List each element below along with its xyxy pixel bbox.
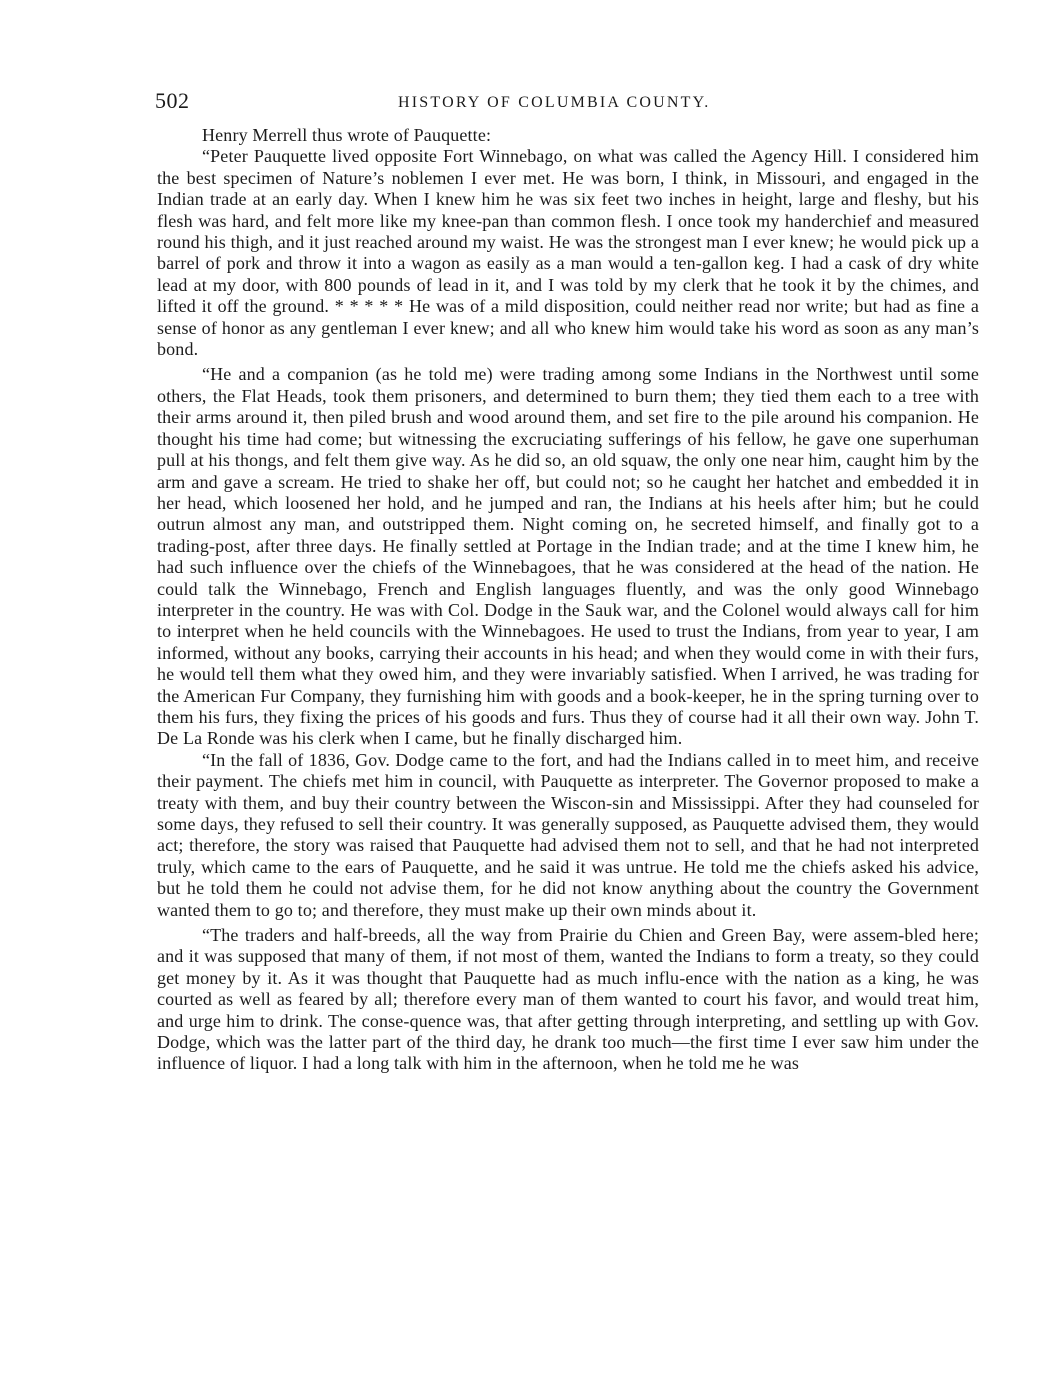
intro-paragraph: Henry Merrell thus wrote of Pauquette: (202, 125, 492, 145)
page-header (155, 88, 975, 122)
body-text (157, 125, 979, 1255)
quote-paragraph-2: “He and a companion (as he told me) were trading among some Indians in the Northwest until some others, the Flat Heads, took them prisoners, and determined to burn them; they tied them each to a tree with their arms around it, then piled brush and wood around them, and set fire to the pile around his companion. He thought his time had come; but witnessing the excruciating sufferings of his fellow, he gave one superhuman pull at his thongs, and felt them give way. As he did so, an old squaw, the only one near him, caught him by the arm and gave a scream. He tried to shake her off, but could not; so he caught her hatchet and embedded it in her head, which loosened her hold, and he jumped and ran, the Indians at his heels after him; but he could outrun almost any man, and outstripped them. Night coming on, he secreted himself, and finally got to a trading-post, after three days. He finally settled at Portage in the Indian trade; and at the time I knew him, he had such influence over the chiefs of the Winnebagoes, that he was considered at the head of the nation. He could talk the Winnebago, French and English languages fluently, and was the only good Winnebago interpreter in the country. He was with Col. Dodge in the Sauk war, and the Colonel would always call for him to interpret when he held councils with the Winnebagoes. He used to trust the Indians, from year to year, I am informed, without any books, carrying their accounts in his head; and when they would come in with their furs, he would tell them what they owed him, and they were invariably satisfied. When I arrived, he was trading for the American Fur Company, they furnishing him with goods and a book-keeper, he in the spring turning over to them his furs, they fixing the prices of his goods and furs. Thus they of course had it all their own way. John T. De La Ronde was his clerk when I came, but he finally discharged him. (157, 364, 979, 749)
quote-paragraph-1: “Peter Pauquette lived opposite Fort Winnebago, on what was called the Agency Hill. I considered him the best specimen of Nature’s noblemen I ever met. He was born, I think, in Missouri, and engaged in the Indian trade at an early day. When I knew him he was six feet two inches in height, large and fleshy, but his flesh was hard, and felt more like my knee-pan than common flesh. I once took my handerchief and measured round his thigh, and it just reached around my waist. He was the strongest man I ever knew; he would pick up a barrel of pork and throw it into a wagon as easily as a man would a ten-gallon keg. I had a cask of dry white lead at my door, with 800 pounds of lead in it, and I was told by my clerk that he took it by the chimes, and lifted it off the ground. * * * * * He was of a mild disposition, could neither read nor write; but had as fine a sense of honor as any gentleman I ever knew; and all who knew him would take his word as soon as any man’s bond. (157, 146, 979, 360)
running-head: HISTORY OF COLUMBIA COUNTY. (398, 94, 711, 111)
quote-paragraph-4: “The traders and half-breeds, all the way from Prairie du Chien and Green Bay, were assem-bled here; and it was supposed that many of them, if not most of them, wanted the Indians to form a treaty, so they could get money by it. As it was thought that Pauquette had as much influ-ence with the nation as a king, he was courted as well as feared by all; therefore every man of them wanted to court his favor, and would treat him, and urge him to drink. The conse-quence was, that after getting through interpreting, and settling up with Gov. Dodge, which was the latter part of the third day, he drank too much—the first time I ever saw him under the influence of liquor. I had a long talk with him in the afternoon, when he told me he was (157, 925, 979, 1074)
page-number: 502 (155, 88, 190, 113)
quote-paragraph-3: “In the fall of 1836, Gov. Dodge came to the fort, and had the Indians called in to meet him, and receive their payment. The chiefs met him in council, with Pauquette as interpreter. The Governor proposed to make a treaty with them, and buy their country between the Wiscon-sin and Mississippi. After they had counseled for some days, they refused to sell their country. It was generally supposed, as Pauquette advised them, they would act; therefore, the story was raised that Pauquette had advised them not to sell, and that he had not interpreted truly, which came to the ears of Pauquette, and he said it was untrue. He told me the chiefs asked his advice, but he told them he could not advise them, for he did not know anything about the country the Government wanted them to go to; and therefore, they must make up their own minds about it. (157, 749, 979, 920)
